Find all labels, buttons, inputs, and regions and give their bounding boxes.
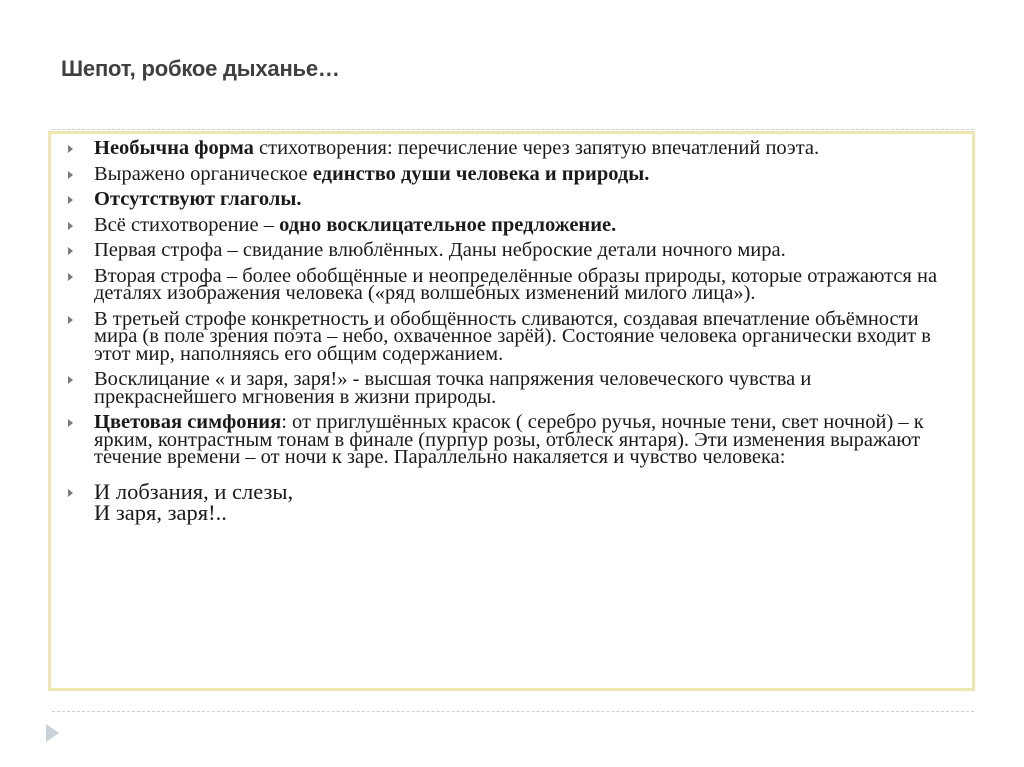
bullet-text: стихотворения: перечисление через запятую впечатлений поэта.	[253, 137, 820, 159]
bullet-text: Выражено органическое	[94, 162, 313, 185]
bullet-bold-tail: единство души человека и природы.	[312, 162, 650, 185]
bullet-bold-lead: Отсутствуют глаголы.	[94, 188, 302, 210]
quote-line-1: И лобзания, и слезы,	[94, 478, 294, 504]
bullet-no-verbs	[64, 189, 954, 209]
bullet-text: В третьей строфе конкретность и обобщённость сливаются, создавая впечатление объёмности мира (в поле зрения поэта – небо, охваченное зарёй). Состояние человека органически входит в этот мир, наполняясь его общим содержанием.	[94, 307, 931, 365]
bullet-bold-lead: Цветовая симфония	[94, 411, 282, 433]
bullet-unity	[64, 164, 954, 184]
bullet-third-stanza	[64, 309, 954, 364]
bottom-divider	[52, 711, 974, 712]
bullet-exclamation	[64, 369, 954, 406]
bullet-second-stanza	[64, 266, 954, 303]
top-divider	[52, 129, 974, 130]
bullet-color-symphony	[64, 412, 954, 467]
bullet-form	[64, 138, 954, 158]
bullet-text: : от приглушённых красок ( серебро ручья, ночные тени, свет ночной) – к ярким, контрастным тонам в финале (пурпур розы, отблеск янтаря). Эти изменения выражают течение времени – от ночи к заре. Параллельно накаляется и чувство человека:	[94, 411, 924, 468]
slide-title: Шепот, робкое дыханье…	[61, 56, 340, 81]
next-slide-arrow-icon[interactable]	[46, 724, 59, 742]
bullet-first-stanza	[64, 240, 954, 260]
bullet-bold-lead: Необычна форма	[94, 137, 254, 159]
content-frame	[48, 131, 975, 691]
bullet-text: Всё стихотворение –	[94, 213, 280, 236]
bullet-text: Вторая строфа – более обобщённые и неопределённые образы природы, которые отражаются на деталях изображения человека («ряд волшебных изменений милого лица»).	[94, 264, 938, 304]
bullet-text: Первая строфа – свидание влюблённых. Даны неброские детали ночного мира.	[94, 239, 786, 261]
bullet-one-sentence	[64, 215, 954, 235]
bullet-list	[64, 138, 954, 529]
bullet-quote	[64, 473, 954, 523]
quote-line-2: И заря, заря!..	[94, 499, 227, 525]
bullet-bold-tail: одно восклицательное предложение.	[279, 213, 617, 236]
bullet-text: Восклицание « и заря, заря!» - высшая точка напряжения человеческого чувства и прекраснейшего мгновения в жизни природы.	[94, 368, 812, 408]
